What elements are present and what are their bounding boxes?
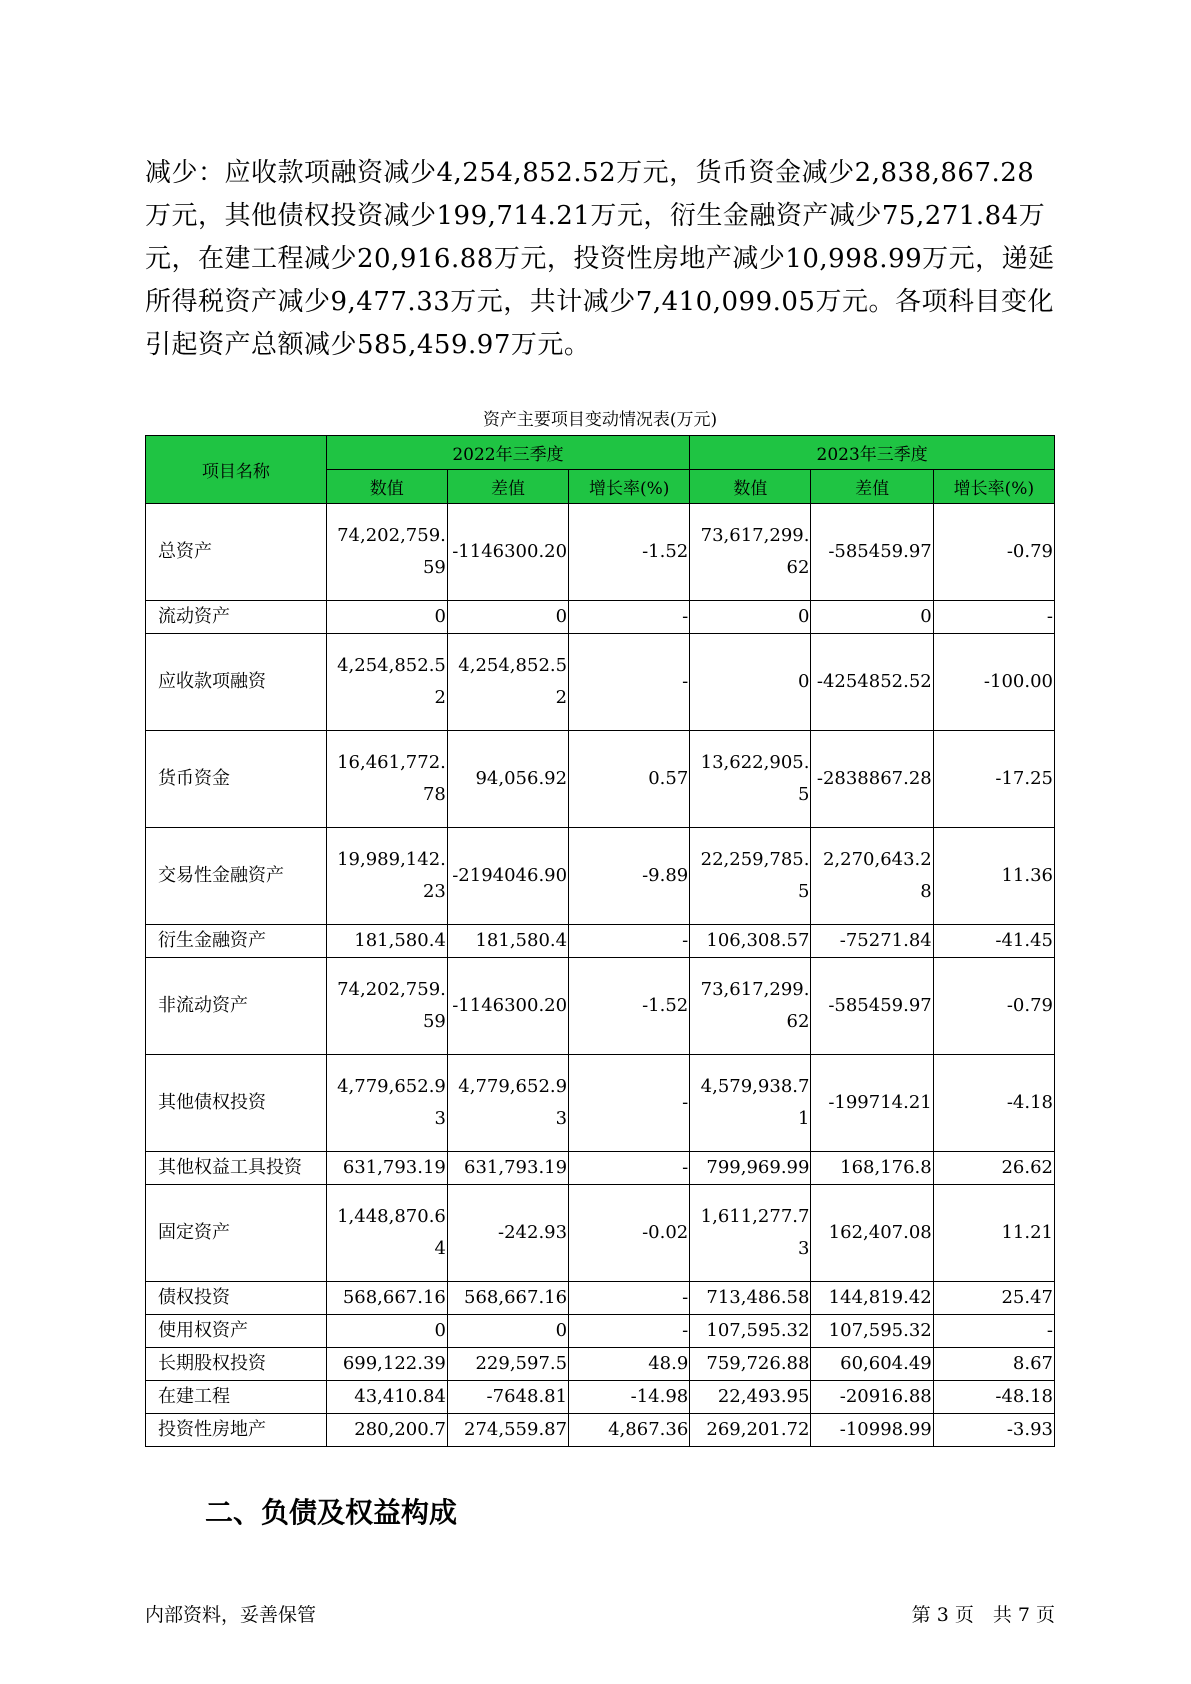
table-cell: -0.79 — [933, 958, 1054, 1055]
row-label: 其他权益工具投资 — [146, 1152, 327, 1185]
table-cell: 0 — [811, 601, 933, 634]
table-cell: -4.18 — [933, 1055, 1054, 1152]
table-cell: 4,579,938.71 — [690, 1055, 811, 1152]
header-value-2023: 数值 — [690, 470, 811, 504]
header-period-2023: 2023年三季度 — [690, 436, 1055, 470]
table-row — [146, 634, 1055, 731]
row-label: 债权投资 — [146, 1282, 327, 1315]
table-cell: -41.45 — [933, 925, 1054, 958]
table-cell: 106,308.57 — [690, 925, 811, 958]
table-row — [146, 601, 1055, 634]
table-cell: -20916.88 — [811, 1381, 933, 1414]
header-growth-2022: 增长率(%) — [569, 470, 690, 504]
row-label: 其他债权投资 — [146, 1055, 327, 1152]
table-cell: 74,202,759.59 — [326, 504, 447, 601]
table-row — [146, 1055, 1055, 1152]
table-cell: 22,493.95 — [690, 1381, 811, 1414]
table-cell: - — [569, 925, 690, 958]
table-cell: - — [569, 634, 690, 731]
table-cell: 269,201.72 — [690, 1414, 811, 1447]
table-cell: 48.9 — [569, 1348, 690, 1381]
table-caption: 资产主要项目变动情况表(万元) — [482, 410, 718, 430]
table-cell: 1,448,870.64 — [326, 1185, 447, 1282]
header-diff-2022: 差值 — [447, 470, 568, 504]
table-cell: 107,595.32 — [690, 1315, 811, 1348]
table-cell: -3.93 — [933, 1414, 1054, 1447]
table-cell: 274,559.87 — [447, 1414, 568, 1447]
table-row — [146, 731, 1055, 828]
table-cell: 11.21 — [933, 1185, 1054, 1282]
table-cell: -1146300.20 — [447, 958, 568, 1055]
row-label: 非流动资产 — [146, 958, 327, 1055]
table-cell: -17.25 — [933, 731, 1054, 828]
table-row — [146, 1282, 1055, 1315]
table-row — [146, 1152, 1055, 1185]
table-cell: 229,597.5 — [447, 1348, 568, 1381]
table-cell: -14.98 — [569, 1381, 690, 1414]
table-row — [146, 958, 1055, 1055]
table-cell: 4,779,652.93 — [326, 1055, 447, 1152]
table-cell: -2838867.28 — [811, 731, 933, 828]
table-cell: 60,604.49 — [811, 1348, 933, 1381]
row-label: 固定资产 — [146, 1185, 327, 1282]
table-cell: 568,667.16 — [447, 1282, 568, 1315]
table-cell: 631,793.19 — [326, 1152, 447, 1185]
table-cell: 799,969.99 — [690, 1152, 811, 1185]
table-cell: 0 — [326, 601, 447, 634]
body-paragraph: 减少：应收款项融资减少4,254,852.52万元，货币资金减少2,838,867.28万元，其他债权投资减少199,714.21万元，衍生金融资产减少75,271.84万元，在建工程减少20,916.88万元，投资性房地产减少10,998.99万元，递延所得税资产减少9,477.33万元，共计减少7,410,099.05万元。各项科目变化引起资产总额减少585,459.97万元。 — [145, 158, 1055, 360]
table-cell: - — [933, 601, 1054, 634]
table-cell: 1,611,277.73 — [690, 1185, 811, 1282]
table-cell: 73,617,299.62 — [690, 958, 811, 1055]
table-cell: -1146300.20 — [447, 504, 568, 601]
table-row — [146, 925, 1055, 958]
row-label: 使用权资产 — [146, 1315, 327, 1348]
footer-confidential-note: 内部资料，妥善保管 — [145, 1604, 317, 1626]
table-cell: - — [569, 1055, 690, 1152]
table-cell: 11.36 — [933, 828, 1054, 925]
table-cell: 43,410.84 — [326, 1381, 447, 1414]
table-cell: 74,202,759.59 — [326, 958, 447, 1055]
header-item-name: 项目名称 — [146, 436, 327, 504]
section-heading: 二、负债及权益构成 — [205, 1496, 458, 1529]
table-cell: 759,726.88 — [690, 1348, 811, 1381]
table-cell: -2194046.90 — [447, 828, 568, 925]
table-cell: 19,989,142.23 — [326, 828, 447, 925]
table-cell: - — [569, 601, 690, 634]
table-body — [146, 504, 1055, 1447]
table-cell: -199714.21 — [811, 1055, 933, 1152]
header-growth-2023: 增长率(%) — [933, 470, 1054, 504]
row-label: 应收款项融资 — [146, 634, 327, 731]
row-label: 货币资金 — [146, 731, 327, 828]
table-cell: 73,617,299.62 — [690, 504, 811, 601]
row-label: 交易性金融资产 — [146, 828, 327, 925]
row-label: 在建工程 — [146, 1381, 327, 1414]
table-cell: 4,254,852.52 — [326, 634, 447, 731]
table-cell: - — [933, 1315, 1054, 1348]
table-cell: 0 — [447, 1315, 568, 1348]
table-cell: -7648.81 — [447, 1381, 568, 1414]
table-cell: 168,176.8 — [811, 1152, 933, 1185]
table-cell: 0 — [447, 601, 568, 634]
table-cell: -1.52 — [569, 504, 690, 601]
table-cell: 144,819.42 — [811, 1282, 933, 1315]
table-row — [146, 1414, 1055, 1447]
table-cell: 107,595.32 — [811, 1315, 933, 1348]
table-cell: 26.62 — [933, 1152, 1054, 1185]
table-cell: 181,580.4 — [326, 925, 447, 958]
row-label: 长期股权投资 — [146, 1348, 327, 1381]
row-label: 投资性房地产 — [146, 1414, 327, 1447]
table-cell: 94,056.92 — [447, 731, 568, 828]
row-label: 衍生金融资产 — [146, 925, 327, 958]
table-cell: -0.02 — [569, 1185, 690, 1282]
table-cell: 8.67 — [933, 1348, 1054, 1381]
table-cell: -585459.97 — [811, 958, 933, 1055]
table-cell: 280,200.7 — [326, 1414, 447, 1447]
header-diff-2023: 差值 — [811, 470, 933, 504]
table-cell: -9.89 — [569, 828, 690, 925]
table-cell: 0 — [690, 634, 811, 731]
table-cell: 16,461,772.78 — [326, 731, 447, 828]
table-cell: 4,867.36 — [569, 1414, 690, 1447]
table-cell: -75271.84 — [811, 925, 933, 958]
table-cell: 181,580.4 — [447, 925, 568, 958]
table-cell: -100.00 — [933, 634, 1054, 731]
table-cell: - — [569, 1282, 690, 1315]
table-cell: -585459.97 — [811, 504, 933, 601]
table-cell: - — [569, 1152, 690, 1185]
table-cell: 22,259,785.5 — [690, 828, 811, 925]
table-cell: - — [569, 1315, 690, 1348]
table-row — [146, 828, 1055, 925]
table-cell: -4254852.52 — [811, 634, 933, 731]
row-label: 流动资产 — [146, 601, 327, 634]
table-cell: 631,793.19 — [447, 1152, 568, 1185]
table-cell: 713,486.58 — [690, 1282, 811, 1315]
header-period-2022: 2022年三季度 — [326, 436, 690, 470]
table-cell: -10998.99 — [811, 1414, 933, 1447]
table-cell: 699,122.39 — [326, 1348, 447, 1381]
header-value-2022: 数值 — [326, 470, 447, 504]
table-row — [146, 504, 1055, 601]
asset-change-table — [145, 435, 1055, 1447]
table-row — [146, 1381, 1055, 1414]
table-cell: -48.18 — [933, 1381, 1054, 1414]
table-cell: 25.47 — [933, 1282, 1054, 1315]
table-cell: 4,779,652.93 — [447, 1055, 568, 1152]
table-cell: -242.93 — [447, 1185, 568, 1282]
table-cell: 0.57 — [569, 731, 690, 828]
table-cell: 0 — [326, 1315, 447, 1348]
table-cell: 568,667.16 — [326, 1282, 447, 1315]
table-row — [146, 1348, 1055, 1381]
table-cell: 162,407.08 — [811, 1185, 933, 1282]
table-cell: 2,270,643.28 — [811, 828, 933, 925]
table-row — [146, 1185, 1055, 1282]
row-label: 总资产 — [146, 504, 327, 601]
table-cell: -0.79 — [933, 504, 1054, 601]
footer-page-number: 第 3 页 共 7 页 — [911, 1604, 1055, 1626]
table-row — [146, 1315, 1055, 1348]
table-cell: 13,622,905.5 — [690, 731, 811, 828]
table-cell: 0 — [690, 601, 811, 634]
table-cell: 4,254,852.52 — [447, 634, 568, 731]
table-cell: -1.52 — [569, 958, 690, 1055]
